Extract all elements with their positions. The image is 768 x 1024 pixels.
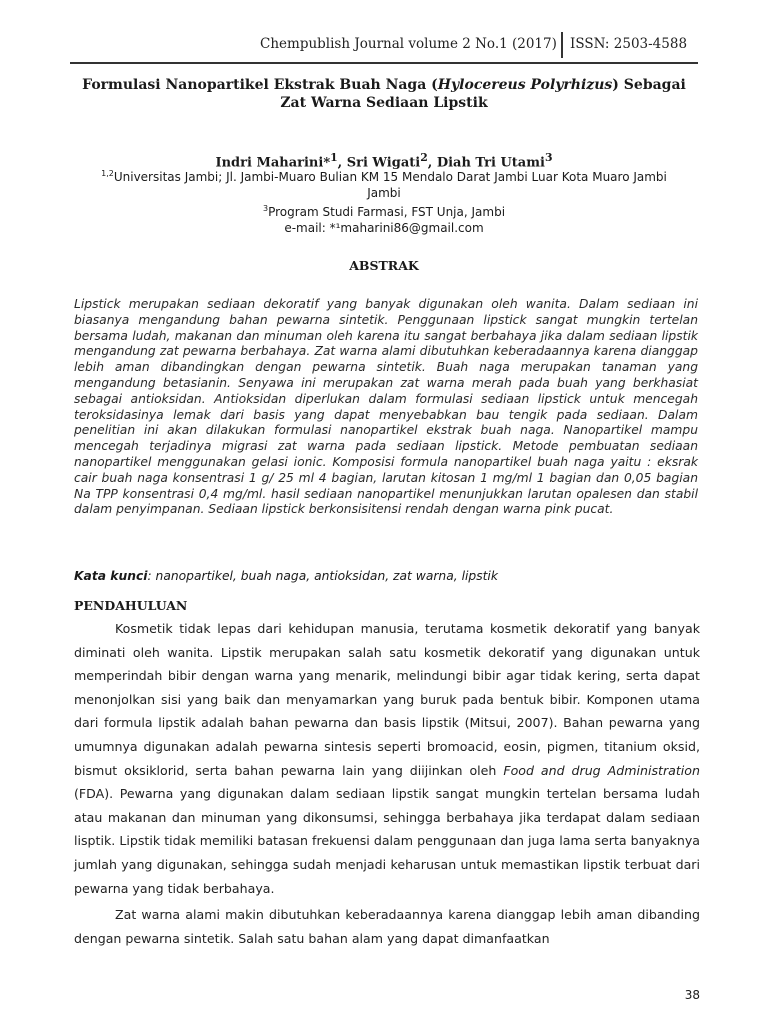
paragraph-text: Kosmetik tidak lepas dari kehidupan manusia, terutama kosmetik dekoratif yang banyak diminati oleh wanita. Lipstik merupakan salah satu kosmetik dekoratif yang digunakan untuk memperindah bibir dengan warna yang menarik, melindungi bibir agar tidak kering, serta dapat menonjolkan sisi yang baik dan menyamarkan yang buruk pada bentuk bibir. Komponen utama dari formula lipstik adalah bahan pewarna dan basis lipstik (Mitsui, 2007). Bahan pewarna yang umumnya digunakan adalah pewarna sintesis seperti bromoacid, eosin, pigmen, titanium oksid, bismut oksiklorid, serta bahan pewarna lain yang diijinkan oleh [74,621,700,778]
abstract-heading: ABSTRAK [349,258,419,273]
abstract-text: Lipstick merupakan sediaan dekoratif yang banyak digunakan oleh wanita. Dalam sediaan ini biasanya mengandung bahan pewarna sintetik. Penggunaan lipstick sangat mungkin tertelan bersama ludah, makanan dan minuman oleh karena itu sangat berbahaya jika dalam sediaan lipstik mengandung zat pewarna berbahaya. Zat warna alami dibutuhkan keberadaannya karena dianggap lebih aman dibandingkan dengan pewarna sintetik. Buah naga merupakan tanaman yang mengandung betasianin. Senyawa ini merupakan zat warna merah pada buah yang berkhasiat sebagai antioksidan. Antioksidan diperlukan dalam formulasi sediaan lipstick untuk mencegah teroksidasinya lemak dari basis yang dapat menyebabkan bau tengik pada sediaan. Dalam penelitian ini akan dilakukan formulasi nanopartikel ekstrak buah naga. Nanopartikel mampu mencegah terjadinya migrasi zat warna pada sediaan lipstick. Metode pembuatan sediaan nanopartikel menggunakan gelasi ionic. Komposisi formula nanopartikel buah naga yaitu : eksrak cair buah naga konsentrasi 1 g/ 25 ml 4 bagian, larutan kitosan 1 mg/ml 1 bagian dan 0,05 bagian Na TPP konsentrasi 0,4 mg/ml. hasil sediaan nanopartikel menunjukkan larutan opalesen dan stabil dalam penyimpanan. Sediaan lipstick berkonsisitensi rendah dengan warna pink pucat. [74,297,698,517]
section-heading: PENDAHULUAN [74,598,188,613]
affiliation-1-sup: 1,2 [101,169,114,178]
author-separator: , [337,155,347,171]
affiliation-2-text: Program Studi Farmasi, FST Unja, Jambi [268,205,506,219]
introduction-body [74,617,700,953]
affiliation-1-text: Universitas Jambi; Jl. Jambi-Muaro Bulian KM 15 Mendalo Darat Jambi Luar Kota Muaro Jambi Jambi [113,170,667,200]
title-line-2: Zat Warna Sediaan Lipstik [280,95,488,111]
affiliation-2 [90,201,678,221]
paragraph-italic: Food and drug Administration [503,762,700,778]
author-3: Diah Tri Utami [436,155,545,171]
keywords-label: Kata kunci [74,569,148,583]
author-3-sup: 3 [544,151,553,164]
paragraph-1 [74,617,700,900]
affiliation-2-sup: 3 [262,204,269,213]
header-separator [561,32,563,58]
author-1-sup: 1 [330,151,338,164]
title-line-1 [70,76,698,94]
author-separator: , [427,155,437,171]
issn: ISSN: 2503-4588 [570,36,688,52]
keywords [74,569,698,583]
header-rule [70,62,698,64]
paper-title [70,76,698,112]
paragraph-2: Zat warna alami makin dibutuhkan keberadaannya karena dianggap lebih aman dibanding dengan pewarna sintetik. Salah satu bahan alam yang dapat dimanfaatkan [74,907,700,946]
author-2-sup: 2 [420,151,428,164]
author-1: Indri Maharini* [215,155,331,171]
title-text: Formulasi Nanopartikel Ekstrak Buah Naga ( [82,77,438,93]
journal-name: Chempublish Journal volume 2 No.1 (2017) [260,36,557,52]
title-text: ) Sebagai [612,77,686,93]
page-number: 38 [684,988,700,1002]
author-email: e-mail: *¹maharini86@gmail.com [284,220,484,235]
affiliation-1 [90,166,678,201]
affiliations [90,166,678,236]
species-name: Hylocereus Polyrhizus [437,77,613,93]
paragraph-text: (FDA). Pewarna yang digunakan dalam sediaan lipstik sangat mungkin tertelan bersama ludah atau makanan dan minuman yang dikonsumsi, sehingga berbahaya jika terdapat dalam sediaan lisptik. Lipstik tidak memiliki batasan frekuensi dalam penggunaan dan juga lama serta banyaknya jumlah yang digunakan, sehingga sudah menjadi keharusan untuk memastikan lipstik terbuat dari pewarna yang tidak berbahaya. [74,786,700,896]
keywords-text: : nanopartikel, buah naga, antioksidan, zat warna, lipstik [147,569,498,583]
running-header [248,36,698,58]
author-2: Sri Wigati [346,155,421,171]
